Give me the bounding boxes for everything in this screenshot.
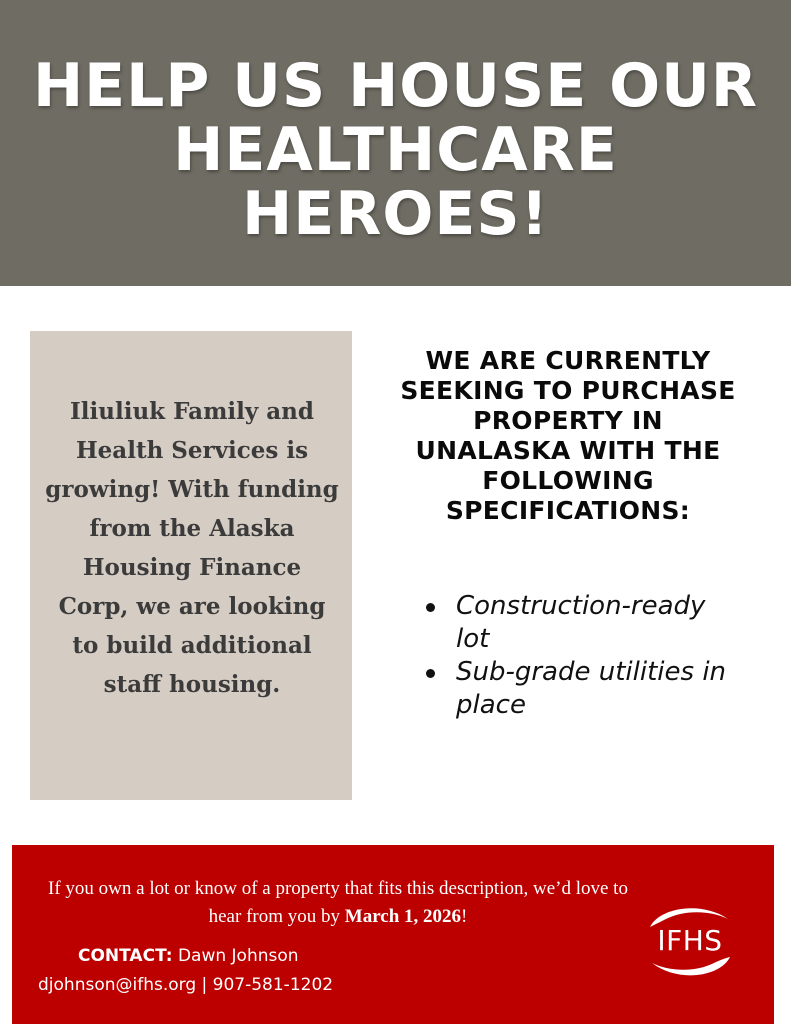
header-banner: [0, 0, 791, 286]
contact-name: Dawn Johnson: [177, 946, 299, 966]
seeking-heading: WE ARE CURRENTLY SEEKING TO PURCHASE PROPERTY IN UNALASKA WITH THE FOLLOWING SPECIFICATIONS:: [400, 346, 736, 525]
contact-details: djohnson@ifhs.org | 907-581-1202: [38, 975, 334, 995]
ifhs-logo: [642, 901, 738, 981]
contact-footer: [12, 845, 774, 1024]
footer-message: [38, 875, 638, 931]
list-item: [426, 656, 746, 722]
footer-message-end: !: [461, 906, 468, 927]
bullet-icon: [426, 669, 435, 678]
logo-text: IFHS: [657, 924, 723, 957]
deadline-date: March 1, 2026: [344, 906, 462, 927]
title-line-3: HEROES!: [242, 179, 549, 249]
title-line-1: HELP US HOUSE OUR: [32, 51, 759, 121]
contact-label: CONTACT:: [78, 946, 173, 966]
title-line-2: HEALTHCARE: [173, 115, 618, 185]
spec-text: Sub-grade utilities in place: [456, 657, 727, 720]
list-item: [426, 590, 746, 656]
spec-text: Construction-ready lot: [456, 591, 706, 654]
page-title: [0, 51, 791, 249]
footer-message-text: If you own a lot or know of a property that fits this description, we’d love to hear from you by: [48, 878, 628, 927]
intro-text: Iliuliuk Family and Health Services is growing! With funding from the Alaska Housing Finance Corp, we are looking to build additional staff housing.: [45, 398, 339, 698]
bullet-icon: [426, 603, 435, 612]
contact-line: [78, 945, 299, 967]
specifications-list: [426, 590, 746, 722]
